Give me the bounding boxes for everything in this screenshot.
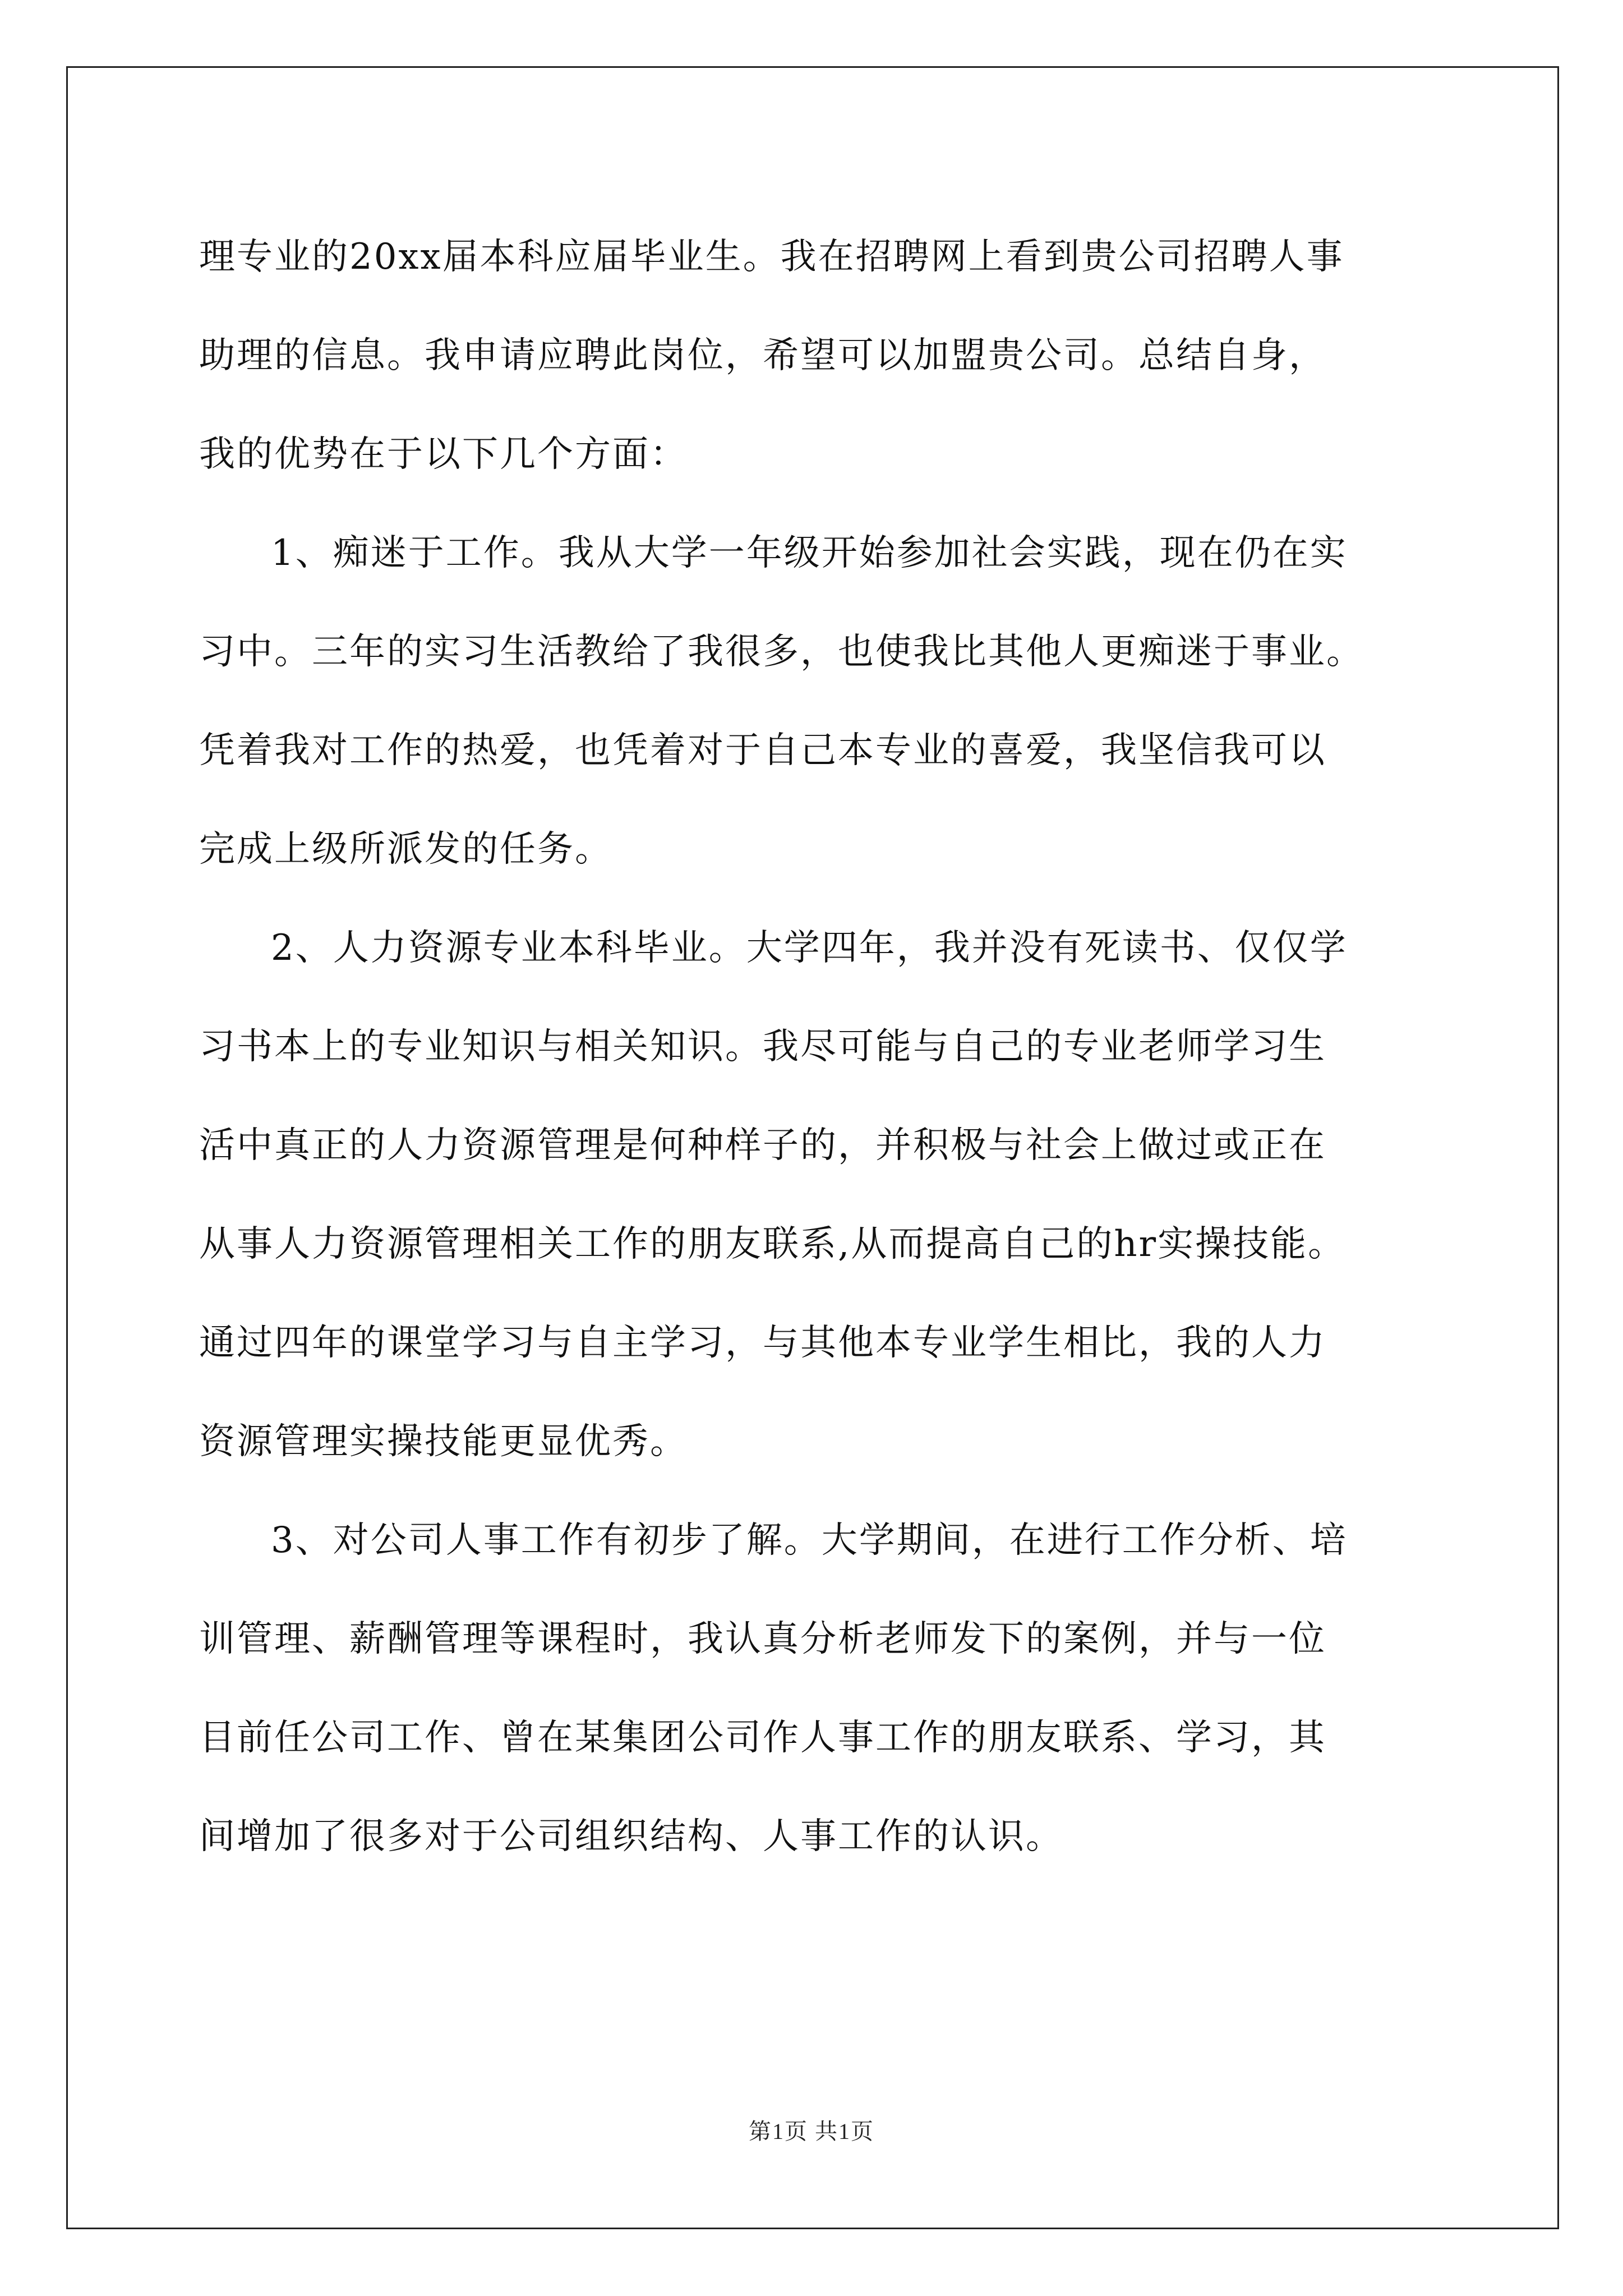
text-line: 理专业的20xx届本科应届毕业生。我在招聘网上看到贵公司招聘人事 [199,236,1344,278]
paragraph-3-start: 3、对公司人事工作有初步了解。大学期间，在进行工作分析、培 [271,1520,1348,1561]
text-line: 助理的信息。我申请应聘此岗位，希望可以加盟贵公司。总结自身， [199,335,1326,376]
paragraph-1-start: 1、痴迷于工作。我从大学一年级开始参加社会实践，现在仍在实 [271,532,1348,574]
text-line: 目前任公司工作、曾在某集团公司作人事工作的朋友联系、学习，其 [199,1717,1326,1759]
text-line: 训管理、薪酬管理等课程时，我认真分析老师发下的案例，并与一位 [199,1618,1326,1660]
text-line: 通过四年的课堂学习与自主学习，与其他本专业学生相比，我的人力 [199,1322,1326,1364]
paragraph-2-start: 2、人力资源专业本科毕业。大学四年，我并没有死读书、仅仅学 [271,927,1348,969]
text-line: 活中真正的人力资源管理是何种样子的，并积极与社会上做过或正在 [199,1125,1326,1166]
text-line: 习书本上的专业知识与相关知识。我尽可能与自己的专业老师学习生 [199,1026,1326,1068]
text-line: 我的优势在于以下几个方面： [199,434,688,475]
text-line: 从事人力资源管理相关工作的朋友联系,从而提高自己的hr实操技能。 [199,1223,1346,1265]
text-line: 凭着我对工作的热爱，也凭着对于自己本专业的喜爱，我坚信我可以 [199,730,1326,771]
document-body [199,208,1433,1886]
text-line: 习中。三年的实习生活教给了我很多，也使我比其他人更痴迷于事业。 [199,631,1364,673]
text-line: 资源管理实操技能更显优秀。 [199,1421,688,1462]
page-footer: 第1页 共1页 [749,2119,874,2144]
text-line: 完成上级所派发的任务。 [199,829,612,870]
text-line: 间增加了很多对于公司组织结构、人事工作的认识。 [199,1816,1063,1857]
